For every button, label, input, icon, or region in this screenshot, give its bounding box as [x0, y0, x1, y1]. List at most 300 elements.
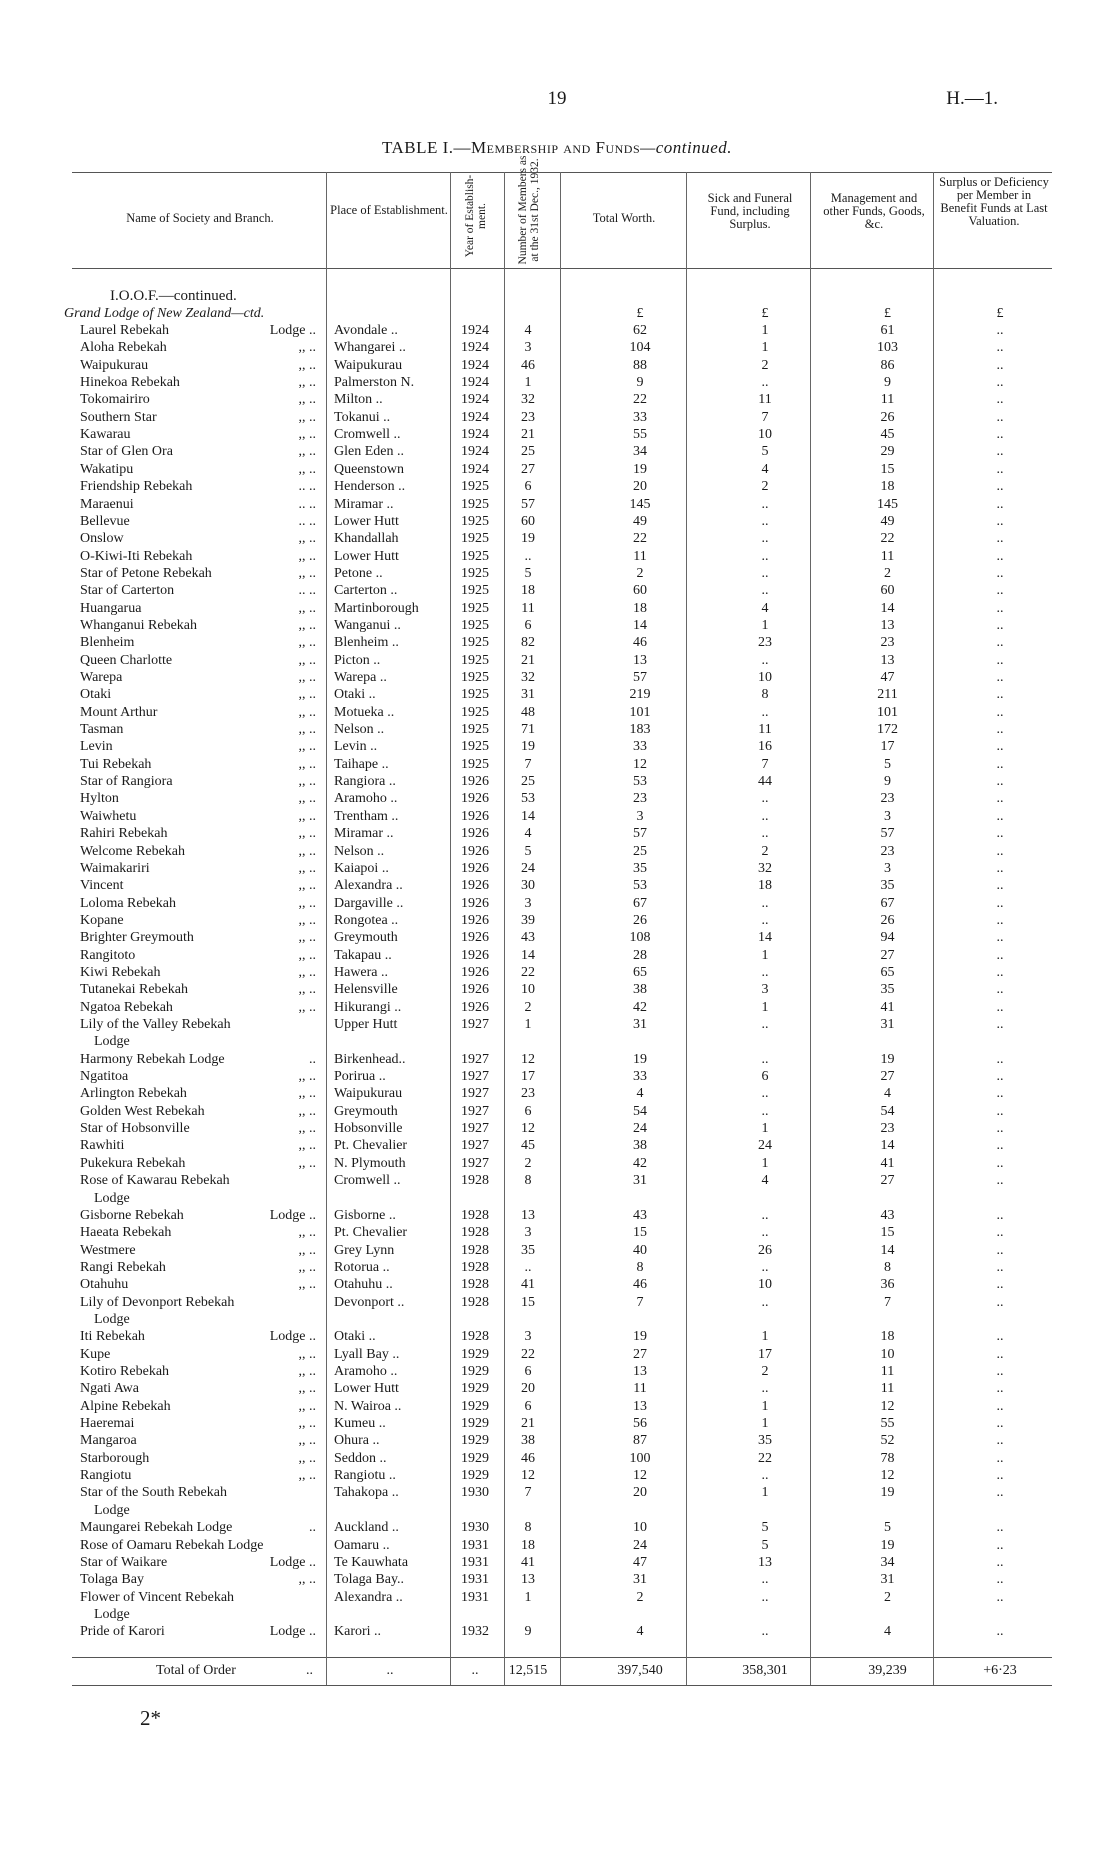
year-established: 1926 — [461, 878, 489, 894]
place-of-establishment: Auckland .. — [334, 1520, 399, 1536]
sick-funeral-fund: .. — [761, 1225, 769, 1241]
currency-sick: £ — [761, 306, 769, 321]
place-of-establishment: Levin .. — [334, 739, 378, 755]
total-worth: 35 — [633, 860, 647, 876]
surplus-per-member: .. — [996, 1554, 1004, 1570]
surplus-per-member: .. — [996, 1207, 1004, 1223]
management-funds: 27 — [880, 1069, 895, 1085]
management-funds: 41 — [880, 999, 895, 1015]
branch-name — [80, 1085, 320, 1102]
total-worth: 60 — [633, 583, 647, 599]
year-established: 1929 — [461, 1468, 489, 1484]
management-funds: 29 — [880, 444, 895, 460]
branch-name — [80, 461, 320, 478]
total-worth: 14 — [633, 617, 647, 633]
branch-name — [80, 1242, 320, 1259]
branch-name-suffix: ,, .. — [298, 357, 316, 373]
year-established: 1926 — [461, 860, 489, 876]
branch-name — [80, 339, 320, 356]
member-count: 2 — [524, 1155, 532, 1171]
branch-name — [80, 1155, 320, 1172]
page-number: 19 — [547, 88, 567, 109]
branch-name-suffix: ,, .. — [298, 999, 316, 1015]
branch-name — [80, 1051, 320, 1068]
place-of-establishment: Nelson .. — [334, 843, 385, 859]
year-established: 1924 — [461, 392, 489, 408]
branch-name-continued: Lodge — [94, 1606, 130, 1622]
surplus-per-member: .. — [996, 947, 1004, 963]
sick-funeral-fund: 2 — [761, 357, 769, 373]
total-worth: 11 — [633, 548, 647, 564]
place-of-establishment: Cromwell .. — [334, 427, 401, 443]
year-established: 1930 — [461, 1485, 489, 1501]
management-funds: 3 — [884, 860, 891, 876]
branch-name-text: Mangaroa — [80, 1433, 137, 1449]
management-funds: 94 — [880, 930, 895, 946]
place-of-establishment: Khandallah — [334, 531, 399, 547]
sick-funeral-fund: 10 — [758, 670, 772, 685]
sick-funeral-fund: 17 — [758, 1346, 772, 1362]
branch-name-suffix: ,, .. — [298, 600, 316, 616]
branch-name-suffix: ,, .. — [298, 826, 316, 842]
member-count: 7 — [524, 1485, 532, 1501]
branch-name — [80, 1467, 320, 1484]
sick-funeral-fund: 5 — [761, 1537, 769, 1553]
management-funds: 18 — [880, 1329, 895, 1345]
branch-name-text: Haeremai — [80, 1416, 135, 1432]
col-divider — [450, 172, 451, 1685]
branch-name-text: Wakatipu — [80, 461, 134, 477]
total-worth: 57 — [633, 826, 647, 842]
year-established: 1932 — [461, 1624, 489, 1640]
branch-name-text: Harmony Rebekah Lodge — [80, 1051, 225, 1067]
sick-funeral-fund: 16 — [758, 739, 772, 755]
branch-name — [80, 1450, 320, 1467]
management-funds: 61 — [880, 323, 895, 338]
management-funds: 12 — [880, 1398, 895, 1414]
sick-funeral-fund: 7 — [761, 409, 769, 425]
branch-name-text: Rangitoto — [80, 947, 136, 963]
member-count: 1 — [524, 375, 532, 391]
sick-funeral-fund: .. — [761, 808, 769, 824]
branch-name — [80, 1432, 320, 1449]
management-funds: 35 — [880, 878, 895, 894]
surplus-per-member: .. — [996, 843, 1004, 859]
branch-name-suffix: ,, .. — [298, 843, 316, 859]
total-worth: 42 — [633, 999, 647, 1015]
branch-name-text: Gisborne Rebekah — [80, 1207, 184, 1223]
sick-funeral-fund: 14 — [758, 930, 772, 946]
branch-name — [80, 1259, 320, 1276]
place-of-establishment: Alexandra .. — [334, 878, 403, 894]
year-established: 1929 — [461, 1433, 489, 1449]
branch-name-suffix: Lodge .. — [269, 1624, 316, 1640]
member-count: 32 — [521, 670, 535, 685]
branch-name-suffix: ,, .. — [298, 756, 316, 772]
year-established: 1929 — [461, 1346, 489, 1362]
sick-funeral-fund: 24 — [758, 1138, 772, 1154]
total-worth: 87 — [633, 1433, 647, 1449]
sick-funeral-fund: 32 — [758, 860, 772, 876]
branch-name — [80, 1137, 320, 1154]
sick-funeral-fund: .. — [761, 1051, 769, 1067]
footer-note: 2* — [140, 1706, 161, 1730]
col-header-members: Number of Members as at the 31st Dec., 1932. — [517, 155, 541, 265]
year-established: 1925 — [461, 565, 489, 581]
branch-name-text: Waimakariri — [80, 860, 150, 876]
total-worth: 10 — [633, 1520, 647, 1536]
branch-name — [80, 669, 320, 686]
branch-name-suffix: ,, .. — [298, 1259, 316, 1275]
branch-name-text: Westmere — [80, 1242, 136, 1258]
management-funds: 172 — [877, 722, 898, 738]
management-funds: 23 — [880, 843, 895, 859]
year-established: 1925 — [461, 652, 489, 668]
total-worth: 26 — [633, 912, 647, 928]
branch-name-suffix: ,, .. — [298, 461, 316, 477]
sick-funeral-fund: .. — [761, 583, 769, 599]
total-worth: 55 — [633, 427, 647, 443]
sick-funeral-fund: .. — [761, 1381, 769, 1397]
year-established: 1926 — [461, 964, 489, 980]
total-worth: 104 — [629, 340, 651, 356]
sick-funeral-fund: 4 — [761, 1173, 769, 1189]
total-worth: 7 — [636, 1294, 644, 1310]
branch-name-suffix: ,, .. — [298, 652, 316, 668]
year-established: 1925 — [461, 739, 489, 755]
total-bottom-rule — [72, 1685, 1052, 1686]
member-count: 6 — [524, 1103, 532, 1119]
year-established: 1928 — [461, 1242, 489, 1258]
branch-name — [80, 513, 320, 530]
branch-name — [80, 600, 320, 617]
surplus-per-member: .. — [996, 375, 1004, 391]
surplus-per-member: .. — [996, 1520, 1004, 1536]
member-count: 25 — [521, 444, 535, 460]
total-worth: 4 — [636, 1086, 644, 1102]
place-of-establishment: Grey Lynn — [334, 1242, 395, 1258]
place-of-establishment: Greymouth — [334, 1103, 398, 1119]
surplus-per-member: .. — [996, 531, 1004, 547]
sick-funeral-fund: .. — [761, 791, 769, 807]
surplus-per-member: .. — [996, 1485, 1004, 1501]
branch-name-text: Iti Rebekah — [80, 1329, 145, 1345]
surplus-per-member: .. — [996, 912, 1004, 928]
year-established: 1924 — [461, 323, 489, 338]
branch-name — [80, 357, 320, 374]
branch-name-text: Star of Glen Ora — [80, 444, 173, 460]
member-count: 25 — [521, 774, 535, 790]
surplus-per-member: .. — [996, 670, 1004, 685]
year-established: 1927 — [461, 1121, 489, 1137]
branch-name-text: Mount Arthur — [80, 704, 158, 720]
branch-name — [80, 981, 320, 998]
header-bottom-rule — [72, 268, 1052, 269]
branch-name-suffix: .. .. — [298, 479, 316, 495]
member-count: 45 — [521, 1138, 535, 1154]
member-count: 46 — [521, 357, 535, 373]
total-worth: 28 — [633, 947, 647, 963]
year-established: 1927 — [461, 1086, 489, 1102]
management-funds: 11 — [880, 1364, 895, 1379]
place-of-establishment: Martinborough — [334, 600, 419, 616]
management-funds: 8 — [884, 1259, 891, 1275]
branch-name — [80, 1363, 320, 1380]
sick-funeral-fund: 2 — [761, 479, 769, 495]
surplus-per-member: .. — [996, 964, 1004, 980]
member-count: 39 — [521, 912, 535, 928]
total-worth: 46 — [633, 1277, 647, 1293]
member-count: 21 — [521, 1416, 535, 1432]
member-count: 3 — [524, 895, 532, 911]
surplus-per-member: .. — [996, 1416, 1004, 1432]
place-of-establishment: Dargaville .. — [334, 895, 404, 911]
management-funds: 5 — [884, 756, 891, 772]
surplus-per-member: .. — [996, 548, 1004, 564]
member-count: 41 — [521, 1277, 535, 1293]
branch-name-suffix: ,, .. — [298, 1138, 316, 1154]
surplus-per-member: .. — [996, 1069, 1004, 1085]
management-funds: 9 — [884, 774, 891, 790]
sick-funeral-fund: 1 — [761, 340, 769, 356]
total-worth: 19 — [633, 1329, 647, 1345]
total-worth: 53 — [633, 878, 647, 894]
place-of-establishment: Seddon .. — [334, 1450, 387, 1466]
member-count: 53 — [521, 791, 535, 807]
total-worth: 25 — [633, 843, 647, 859]
total-worth: 12 — [633, 756, 647, 772]
total-worth: 53 — [633, 774, 647, 790]
branch-name-suffix: ,, .. — [298, 1450, 316, 1466]
total-worth: 31 — [633, 1017, 647, 1032]
branch-name-text: Rangi Rebekah — [80, 1259, 166, 1275]
branch-name-text: Maraenui — [80, 496, 134, 512]
member-count: 4 — [524, 323, 532, 338]
branch-name-text: Haeata Rebekah — [80, 1225, 172, 1241]
member-count: 19 — [521, 531, 535, 547]
sick-funeral-fund: .. — [761, 548, 769, 564]
branch-name-suffix: ,, .. — [298, 739, 316, 755]
sick-funeral-fund: .. — [761, 704, 769, 720]
branch-name — [80, 322, 320, 339]
branch-name-text: Tolaga Bay — [80, 1572, 144, 1588]
surplus-per-member: .. — [996, 565, 1004, 581]
member-count: 22 — [521, 1346, 535, 1362]
branch-name — [80, 895, 320, 912]
surplus-per-member: .. — [996, 1450, 1004, 1466]
management-funds: 9 — [884, 375, 891, 391]
branch-name-text: Aloha Rebekah — [80, 340, 167, 356]
member-count: 3 — [524, 1225, 532, 1241]
member-count: 18 — [521, 1537, 535, 1553]
total-worth: 19 — [633, 1051, 647, 1067]
management-funds: 19 — [880, 1051, 895, 1067]
total-worth: 38 — [633, 1138, 647, 1154]
year-established: 1926 — [461, 947, 489, 963]
branch-name — [80, 877, 320, 894]
col-header-place: Place of Establishment. — [330, 203, 448, 217]
year-established: 1928 — [461, 1225, 489, 1241]
place-of-establishment: Gisborne .. — [334, 1207, 396, 1223]
branch-name-text: Kupe — [80, 1346, 111, 1362]
place-of-establishment: Karori .. — [334, 1624, 382, 1640]
branch-name-text: Maungarei Rebekah Lodge — [80, 1520, 233, 1536]
year-established: 1927 — [461, 1103, 489, 1119]
member-count: 2 — [524, 999, 532, 1015]
year-established: 1926 — [461, 774, 489, 790]
branch-name-text: Star of Carterton — [80, 583, 175, 599]
management-funds: 26 — [880, 912, 895, 928]
sick-funeral-fund: 7 — [761, 756, 769, 772]
total-worth: 38 — [633, 982, 647, 998]
management-funds: 12 — [880, 1468, 895, 1484]
branch-name-suffix: ,, .. — [298, 548, 316, 564]
member-count: 8 — [524, 1520, 532, 1536]
year-established: 1925 — [461, 479, 489, 495]
place-of-establishment: Kumeu .. — [334, 1416, 386, 1432]
sick-funeral-fund: .. — [761, 964, 769, 980]
place-of-establishment: Picton .. — [334, 652, 381, 668]
sick-funeral-fund: 22 — [758, 1450, 772, 1466]
surplus-per-member: .. — [996, 635, 1004, 651]
branch-name — [80, 1276, 320, 1293]
place-of-establishment: Ohura .. — [334, 1433, 380, 1449]
surplus-per-member: .. — [996, 1121, 1004, 1137]
total-worth: 12 — [633, 1468, 647, 1484]
branch-name — [80, 391, 320, 408]
management-funds: 4 — [884, 1086, 891, 1102]
member-count: 48 — [521, 704, 535, 720]
branch-name-suffix: ,, .. — [298, 704, 316, 720]
year-established: 1925 — [461, 583, 489, 599]
total-worth: 219 — [629, 687, 651, 703]
branch-name-text: Brighter Greymouth — [80, 930, 194, 946]
total-worth: 43 — [633, 1207, 647, 1223]
branch-name — [80, 704, 320, 721]
total-members: 12,515 — [508, 1663, 548, 1678]
branch-name-text: Bellevue — [80, 513, 130, 529]
surplus-per-member: .. — [996, 323, 1004, 338]
surplus-per-member: .. — [996, 860, 1004, 876]
place-of-establishment: Tahakopa .. — [334, 1485, 399, 1501]
total-worth: 9 — [636, 375, 644, 391]
sick-funeral-fund: 10 — [758, 1277, 772, 1293]
sick-funeral-fund: .. — [761, 1589, 769, 1605]
year-established: 1931 — [461, 1554, 489, 1570]
management-funds: 17 — [880, 739, 895, 755]
member-count: 14 — [521, 808, 535, 824]
sick-funeral-fund: 6 — [761, 1069, 769, 1085]
management-funds: 19 — [880, 1485, 895, 1501]
surplus-per-member: .. — [996, 687, 1004, 703]
surplus-per-member: .. — [996, 1277, 1004, 1293]
place-of-establishment: Avondale .. — [334, 323, 398, 338]
year-established: 1925 — [461, 531, 489, 547]
member-count: 12 — [521, 1121, 535, 1137]
grand-lodge-heading: Grand Lodge of New Zealand—ctd. — [64, 306, 265, 321]
branch-name-text: Otaki — [80, 687, 112, 703]
surplus-per-member: .. — [996, 409, 1004, 425]
branch-name-text: Tokomairiro — [80, 392, 150, 408]
total-worth: 145 — [629, 496, 651, 512]
sick-funeral-fund: .. — [761, 1103, 769, 1119]
branch-name — [80, 1068, 320, 1085]
member-count: 27 — [521, 461, 535, 477]
branch-name-text: Ngatoa Rebekah — [80, 999, 173, 1015]
surplus-per-member: .. — [996, 739, 1004, 755]
management-funds: 23 — [880, 635, 895, 651]
management-funds: 15 — [880, 1225, 895, 1241]
branch-name — [80, 478, 320, 495]
surplus-per-member: .. — [996, 808, 1004, 824]
total-worth: 397,540 — [617, 1663, 663, 1678]
total-worth: 46 — [633, 635, 647, 651]
surplus-per-member: .. — [996, 1433, 1004, 1449]
branch-name-text: Lily of the Valley Rebekah — [80, 1017, 231, 1032]
place-of-establishment: Cromwell .. — [334, 1173, 401, 1189]
total-worth: 27 — [633, 1346, 647, 1362]
year-established: 1925 — [461, 722, 489, 738]
branch-name — [80, 999, 320, 1016]
member-count: 20 — [521, 1381, 535, 1397]
place-of-establishment: Waipukurau — [334, 357, 403, 373]
place-of-establishment: Queenstown — [334, 461, 404, 477]
member-count: 12 — [521, 1051, 535, 1067]
year-established: 1924 — [461, 340, 489, 356]
member-count: .. — [524, 548, 532, 564]
surplus-per-member: .. — [996, 583, 1004, 599]
total-worth: 3 — [636, 808, 644, 824]
place-of-establishment: Motueka .. — [334, 704, 395, 720]
surplus-per-member: .. — [996, 1242, 1004, 1258]
year-established: 1925 — [461, 670, 489, 685]
branch-name-suffix: ,, .. — [298, 895, 316, 911]
year-established: 1926 — [461, 808, 489, 824]
place-of-establishment: N. Plymouth — [334, 1155, 406, 1171]
year-established: 1927 — [461, 1017, 489, 1032]
sick-funeral-fund: .. — [761, 1207, 769, 1223]
branch-name-text: Hylton — [80, 791, 119, 807]
order-heading: I.O.O.F.—continued. — [110, 288, 237, 304]
year-established: 1924 — [461, 375, 489, 391]
branch-name-suffix: Lodge .. — [269, 1329, 316, 1345]
management-funds: 35 — [880, 982, 895, 998]
management-funds: 47 — [880, 670, 895, 685]
branch-name — [80, 582, 320, 599]
branch-name — [80, 843, 320, 860]
year-established: 1931 — [461, 1589, 489, 1605]
management-funds: 19 — [880, 1537, 895, 1553]
member-count: 38 — [521, 1433, 535, 1449]
branch-name-text: Kiwi Rebekah — [80, 964, 161, 980]
total-worth: 2 — [636, 1589, 644, 1605]
management-funds: 65 — [880, 964, 895, 980]
branch-name-text: Southern Star — [80, 409, 157, 425]
table-title-prefix: TABLE I.— — [381, 138, 472, 157]
surplus-per-member: .. — [996, 357, 1004, 373]
branch-name — [80, 652, 320, 669]
year-established: 1931 — [461, 1537, 489, 1553]
branch-name-text: Huangarua — [80, 600, 142, 616]
year-established: 1930 — [461, 1520, 489, 1536]
branch-name-continued: Lodge — [94, 1034, 130, 1050]
place-of-establishment: Nelson .. — [334, 722, 385, 738]
col-header-surplus: Surplus or Deficiency per Member in Benefit Funds at Last Valuation. — [939, 175, 1049, 228]
branch-name-suffix: ,, .. — [298, 774, 316, 790]
branch-name-text: Queen Charlotte — [80, 652, 173, 668]
year-established: 1927 — [461, 1069, 489, 1085]
member-count: 17 — [521, 1069, 535, 1085]
